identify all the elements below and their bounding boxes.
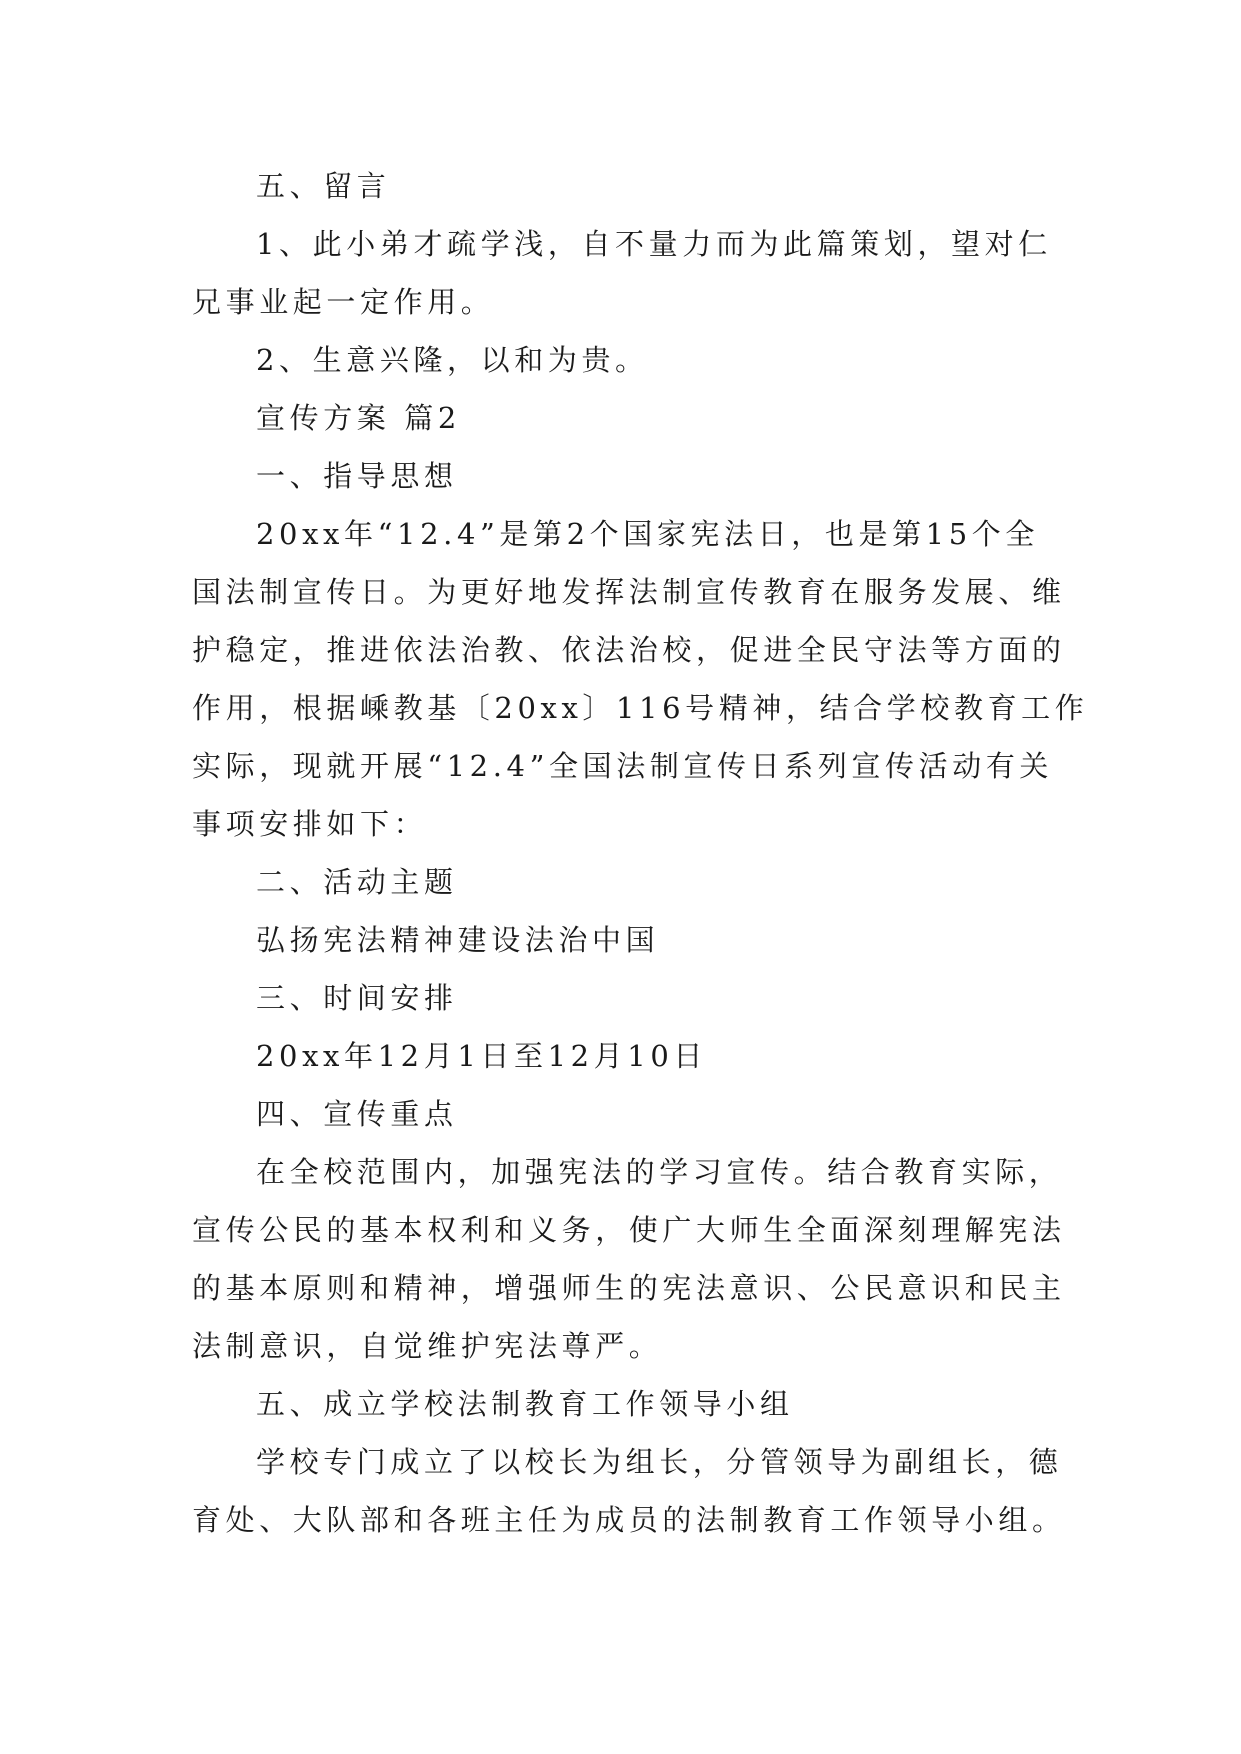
document-subtitle: 宣传方案 篇2: [256, 401, 461, 435]
paragraph-line: 1、此小弟才疏学浅，自不量力而为此篇策划，望对仁: [256, 227, 1052, 261]
paragraph-line: 国法制宣传日。为更好地发挥法制宣传教育在服务发展、维: [192, 575, 1066, 609]
document-body: [192, 157, 1089, 1549]
paragraph-line: 育处、大队部和各班主任为成员的法制教育工作领导小组。: [192, 1503, 1066, 1537]
paragraph-line: 20xx年“12.4”是第2个国家宪法日，也是第15个全: [256, 517, 1039, 551]
paragraph-line: 2、生意兴隆，以和为贵。: [256, 343, 649, 377]
section-heading-leadership-group: 五、成立学校法制教育工作领导小组: [256, 1387, 794, 1421]
paragraph-line: 作用，根据嵊教基〔20xx〕116号精神，结合学校教育工作: [192, 691, 1089, 725]
paragraph-line: 护稳定，推进依法治教、依法治校，促进全民守法等方面的: [192, 633, 1066, 667]
paragraph-line: 事项安排如下：: [192, 807, 428, 841]
paragraph-line: 兄事业起一定作用。: [192, 285, 495, 319]
paragraph-line: 实际，现就开展“12.4”全国法制宣传日系列宣传活动有关: [192, 749, 1054, 783]
paragraph-line: 在全校范围内，加强宪法的学习宣传。结合教育实际，: [256, 1155, 1063, 1189]
paragraph-line: 20xx年12月1日至12月10日: [256, 1039, 707, 1073]
paragraph-line: 的基本原则和精神，增强师生的宪法意识、公民意识和民主: [192, 1271, 1066, 1305]
section-heading-publicity-focus: 四、宣传重点: [256, 1097, 458, 1131]
section-heading-guiding-ideology: 一、指导思想: [256, 459, 458, 493]
section-heading-schedule: 三、时间安排: [256, 981, 458, 1015]
paragraph-line: 宣传公民的基本权利和义务，使广大师生全面深刻理解宪法: [192, 1213, 1066, 1247]
section-heading-activity-theme: 二、活动主题: [256, 865, 458, 899]
section-heading-liuyan: 五、留言: [256, 169, 391, 203]
paragraph-line: 弘扬宪法精神建设法治中国: [256, 923, 660, 957]
paragraph-line: 学校专门成立了以校长为组长，分管领导为副组长，德: [256, 1445, 1063, 1479]
paragraph-line: 法制意识，自觉维护宪法尊严。: [192, 1329, 663, 1363]
